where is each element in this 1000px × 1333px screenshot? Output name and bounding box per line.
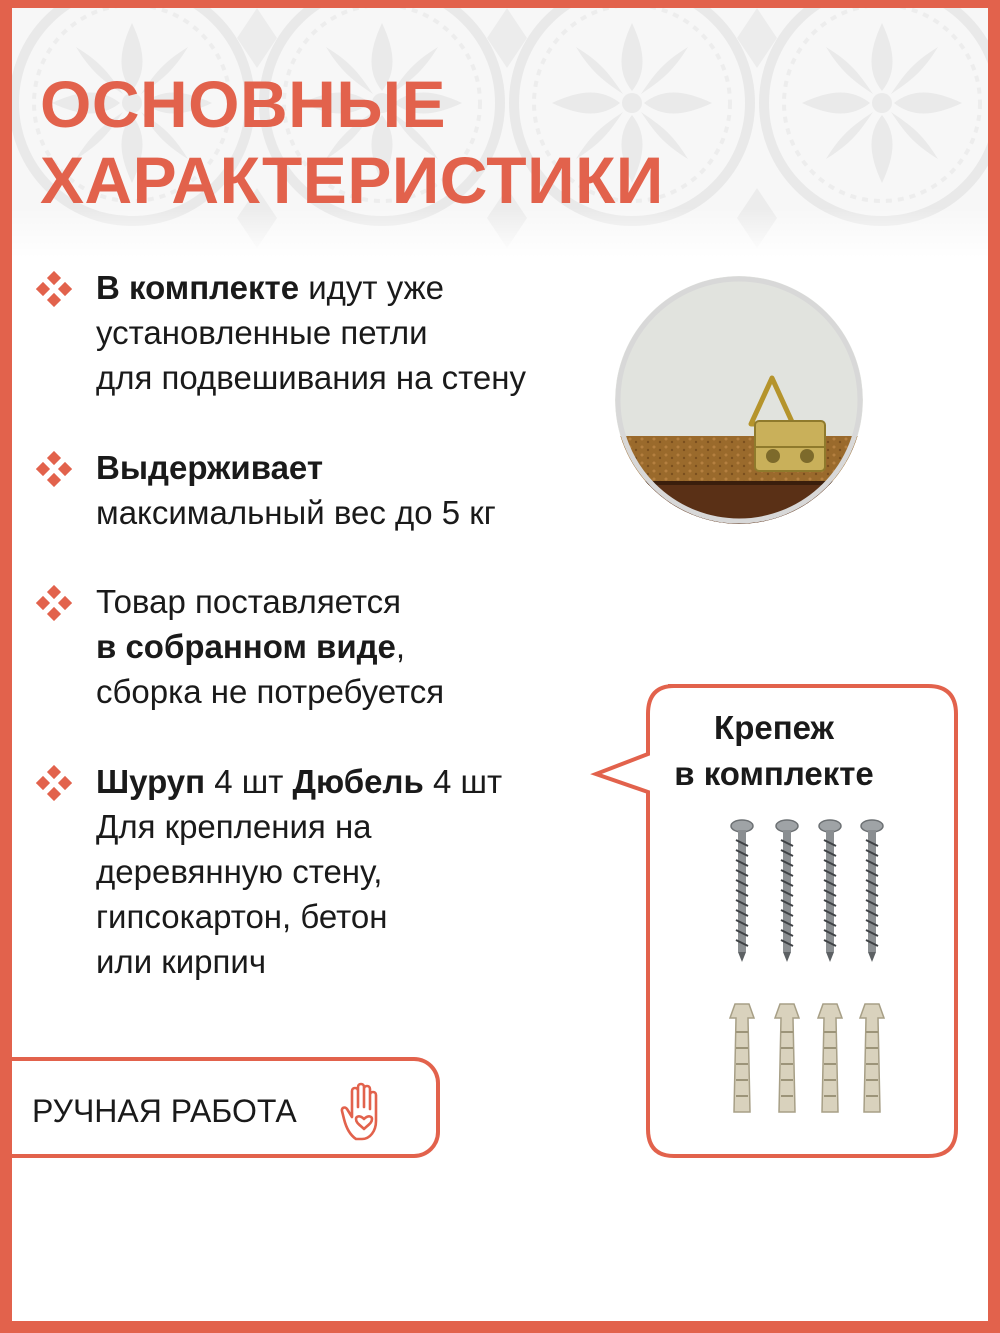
feature-3-comma: , (395, 628, 406, 665)
feature-3-line-3: сборка не потребуется (96, 673, 445, 710)
diamond-bullet-icon (36, 271, 72, 307)
title-line-1: ОСНОВНЫЕ (40, 67, 446, 141)
page-title (40, 66, 664, 218)
feature-4-line-2: Для крепления на (96, 808, 372, 845)
diamond-bullet-icon (36, 585, 72, 621)
callout-title-line-2: в комплекте (674, 755, 874, 792)
hand-heart-icon (340, 1081, 398, 1143)
callout-title-line-1: Крепеж (714, 709, 834, 746)
feature-2-line-2: максимальный вес до 5 кг (96, 494, 496, 531)
handmade-badge (10, 1057, 440, 1158)
screws-and-dowels-image (707, 808, 907, 1133)
callout-title (634, 705, 914, 797)
feature-4-line-5: или кирпич (96, 943, 267, 980)
feature-4-line-3: деревянную стену, (96, 853, 383, 890)
feature-4-dowel-count: 4 шт (423, 763, 503, 800)
handmade-label: РУЧНАЯ РАБОТА (32, 1093, 297, 1129)
feature-1-line-2: установленные петли (96, 314, 428, 351)
feature-1-bold: В комплекте (96, 269, 300, 306)
diamond-bullet-icon (36, 765, 72, 801)
feature-1-line-3: для подвешивания на стену (96, 359, 526, 396)
feature-2-bold: Выдерживает (96, 449, 324, 486)
feature-1-rest: идут уже (299, 269, 445, 306)
feature-3-line-1: Товар поставляется (96, 583, 402, 620)
feature-4-bold-screw: Шуруп (96, 763, 206, 800)
feature-3-bold: в собранном виде (96, 628, 396, 665)
title-line-2: ХАРАКТЕРИСТИКИ (40, 143, 664, 217)
hanger-photo (615, 276, 863, 524)
feature-4-screw-count: 4 шт (205, 763, 293, 800)
diamond-bullet-icon (36, 451, 72, 487)
feature-4-bold-dowel: Дюбель (292, 763, 424, 800)
feature-4-line-4: гипсокартон, бетон (96, 898, 388, 935)
